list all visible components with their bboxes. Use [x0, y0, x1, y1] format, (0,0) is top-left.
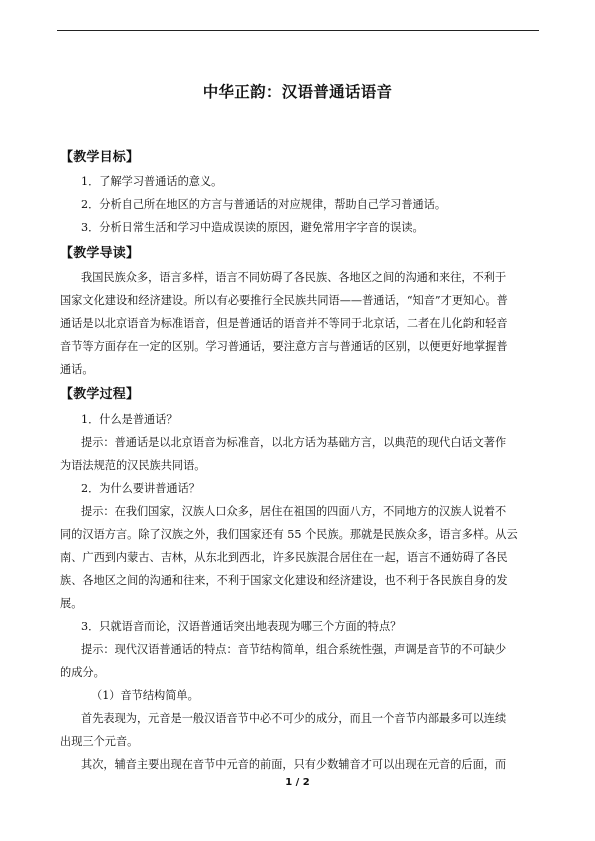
paragraph-line: 国家文化建设和经济建设。所以有必要推行全民族共同语——普通话，“知音”才更知心。普	[60, 294, 508, 307]
paragraph-line: 1．什么是普通话？	[81, 413, 178, 426]
paragraph-line: 音节等方面存在一定的区别。学习普通话，要注意方言与普通话的区别，以便更好地掌握普	[60, 340, 508, 353]
section-heading-objectives: 【教学目标】	[60, 150, 140, 165]
paragraph-line: 首先表现为，元音是一般汉语音节中必不可少的成分，而且一个音节内部最多可以连续	[81, 712, 507, 725]
paragraph-line: （1）音节结构简单。	[91, 689, 199, 702]
paragraph-line: 提示：现代汉语普通话的特点：音节结构简单，组合系统性强，声调是音节的不可缺少	[81, 643, 507, 656]
header-rule	[57, 30, 539, 31]
paragraph-line: 通话是以北京语音为标准语音，但是普通话的语音并不等同于北京话，二者在儿化韵和轻音	[60, 317, 508, 330]
paragraph-line: 我国民族众多，语言多样，语言不同妨碍了各民族、各地区之间的沟通和来往，不利于	[81, 271, 507, 284]
paragraph-line: 通话。	[60, 363, 94, 376]
page-number: 1 / 2	[285, 777, 310, 788]
paragraph-line: 同的汉语方言。除了汉族之外，我们国家还有 55 个民族。那就是民族众多，语言多样。从云	[60, 528, 518, 541]
paragraph-line: 的成分。	[60, 666, 105, 679]
paragraph-line: 展。	[60, 597, 83, 610]
paragraph-line: 其次，辅音主要出现在音节中元音的前面，只有少数辅音才可以出现在元音的后面，而	[81, 758, 507, 771]
paragraph-line: 提示：普通话是以北京语音为标准音，以北方话为基础方言，以典范的现代白话文著作	[81, 436, 507, 449]
paragraph-line: 提示：在我们国家，汉族人口众多，居住在祖国的四面八方，不同地方的汉族人说着不	[81, 505, 507, 518]
page-title: 中华正韵：汉语普通话语音	[202, 83, 393, 101]
paragraph-line: 2．分析自己所在地区的方言与普通话的对应规律，帮助自己学习普通话。	[81, 198, 447, 211]
paragraph-line: 出现三个元音。	[60, 735, 139, 748]
paragraph-line: 1．了解学习普通话的意义。	[81, 175, 223, 188]
paragraph-line: 南、广西到内蒙古、吉林，从东北到西北，许多民族混合居住在一起，语言不通妨碍了各民	[60, 551, 508, 564]
section-heading-process: 【教学过程】	[60, 387, 140, 402]
paragraph-line: 3．分析日常生活和学习中造成误读的原因，避免常用字字音的误读。	[81, 221, 424, 234]
paragraph-line: 族、各地区之间的沟通和往来，不利于国家文化建设和经济建设，也不利于各民族自身的发	[60, 574, 508, 587]
paragraph-line: 3．只就语音而论，汉语普通话突出地表现为哪三个方面的特点？	[81, 620, 402, 633]
paragraph-line: 为语法规范的汉民族共同语。	[60, 459, 206, 472]
paragraph-line: 2．为什么要讲普通话？	[81, 482, 200, 495]
section-heading-guide: 【教学导读】	[60, 246, 140, 261]
